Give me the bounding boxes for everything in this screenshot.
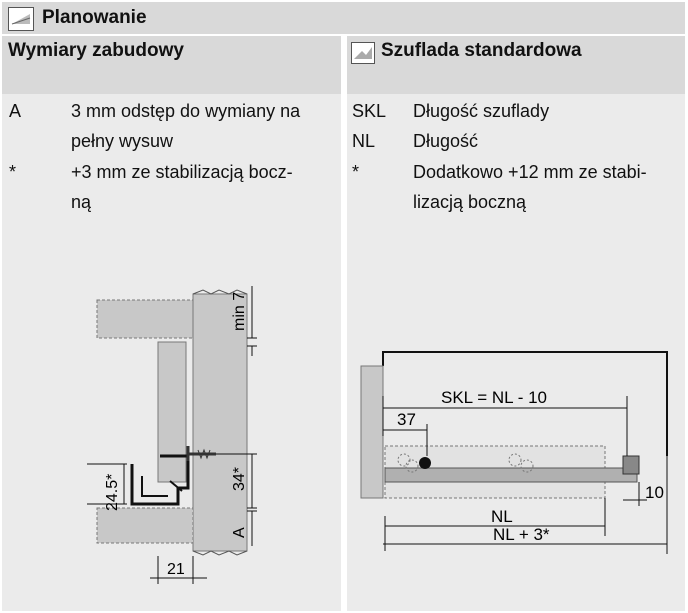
runner [385, 468, 637, 482]
column-title: Szuflada standardowa [381, 40, 582, 61]
rear-bracket [623, 456, 639, 474]
column-standard-drawer [347, 36, 685, 611]
legend-line: Długość [413, 131, 479, 151]
legend-line: 3 mm odstęp do wymiany na [71, 101, 301, 121]
column-build-dimensions [2, 36, 341, 611]
drawer-side [158, 342, 186, 482]
dim-21: 21 [167, 561, 185, 578]
upper-shelf [97, 300, 193, 338]
legend-line: pełny wysuw [71, 131, 174, 151]
legend-line: lizacją boczną [413, 192, 527, 212]
dim-a: A [231, 527, 248, 538]
legend-key: * [9, 162, 17, 182]
legend-line: +3 mm ze stabilizacją bocz- [71, 162, 293, 182]
dim-24-5: 24.5* [104, 473, 121, 511]
build-dimensions-diagram [2, 36, 341, 611]
dim-nl-3: NL + 3* [493, 525, 550, 544]
legend-key: * [352, 162, 360, 182]
lower-shelf [97, 508, 193, 543]
legend-line: ną [71, 192, 92, 212]
document-icon [8, 7, 34, 31]
legend-key: NL [352, 131, 376, 151]
column-title: Wymiary zabudowy [8, 40, 184, 61]
dim-10: 10 [645, 483, 664, 502]
legend-key: SKL [352, 101, 387, 121]
screw-point [419, 457, 431, 469]
legend-line: Dodatkowo +12 mm ze stabi- [413, 162, 647, 182]
section-title: Planowanie [42, 7, 147, 28]
legend-key: A [9, 101, 22, 121]
cabinet-front [361, 366, 383, 498]
dim-min7: min 7 [231, 291, 248, 331]
cabinet-side [193, 291, 248, 551]
dim-37: 37 [397, 410, 416, 429]
legend-line: Długość szuflady [413, 101, 550, 121]
dim-skl: SKL = NL - 10 [441, 388, 547, 407]
standard-drawer-diagram [347, 36, 685, 611]
section-title-bar [2, 2, 685, 36]
dim-nl: NL [491, 507, 513, 526]
dim-34: 34* [231, 466, 248, 491]
